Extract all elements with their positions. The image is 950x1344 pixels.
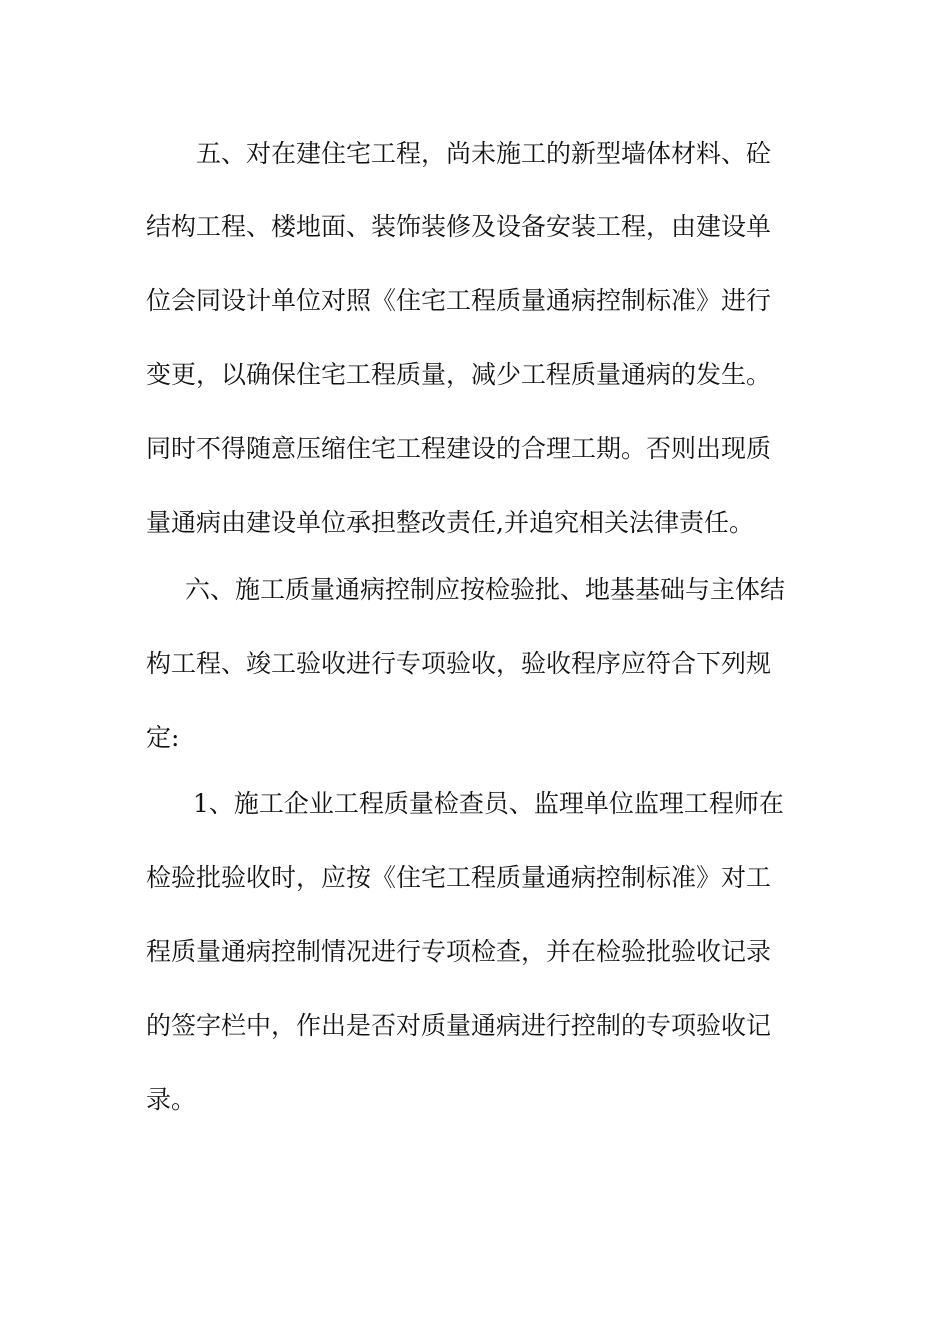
item-1-line-2: 检验批验收时，应按《住宅工程质量通病控制标准》对工 [146,863,772,892]
item-1-line-1: 1、施工企业工程质量检查员、监理单位监理工程师在 [193,789,784,818]
paragraph-6-line-2: 构工程、竣工验收进行专项验收，验收程序应符合下列规 [146,649,772,678]
paragraph-5-line-3: 位会同设计单位对照《住宅工程质量通病控制标准》进行 [146,286,772,315]
paragraph-5-line-1: 五、对在建住宅工程，尚未施工的新型墙体材料、砼 [196,139,772,168]
paragraph-6-line-1: 六、施工质量通病控制应按检验批、地基基础与主体结 [185,575,786,604]
paragraph-6-line-3: 定: [146,723,180,752]
paragraph-5-line-6: 量通病由建设单位承担整改责任,并追究相关法律责任。 [146,508,754,537]
paragraph-5-line-2: 结构工程、楼地面、装饰装修及设备安装工程，由建设单 [146,212,772,241]
item-1-line-5: 录。 [146,1085,197,1114]
item-1-line-4: 的签字栏中，作出是否对质量通病进行控制的专项验收记 [146,1011,772,1040]
item-1-line-3: 程质量通病控制情况进行专项检查，并在检验批验收记录 [146,937,772,966]
paragraph-5-line-4: 变更，以确保住宅工程质量，减少工程质量通病的发生。 [146,360,772,389]
paragraph-5-line-5: 同时不得随意压缩住宅工程建设的合理工期。否则出现质 [146,434,772,463]
